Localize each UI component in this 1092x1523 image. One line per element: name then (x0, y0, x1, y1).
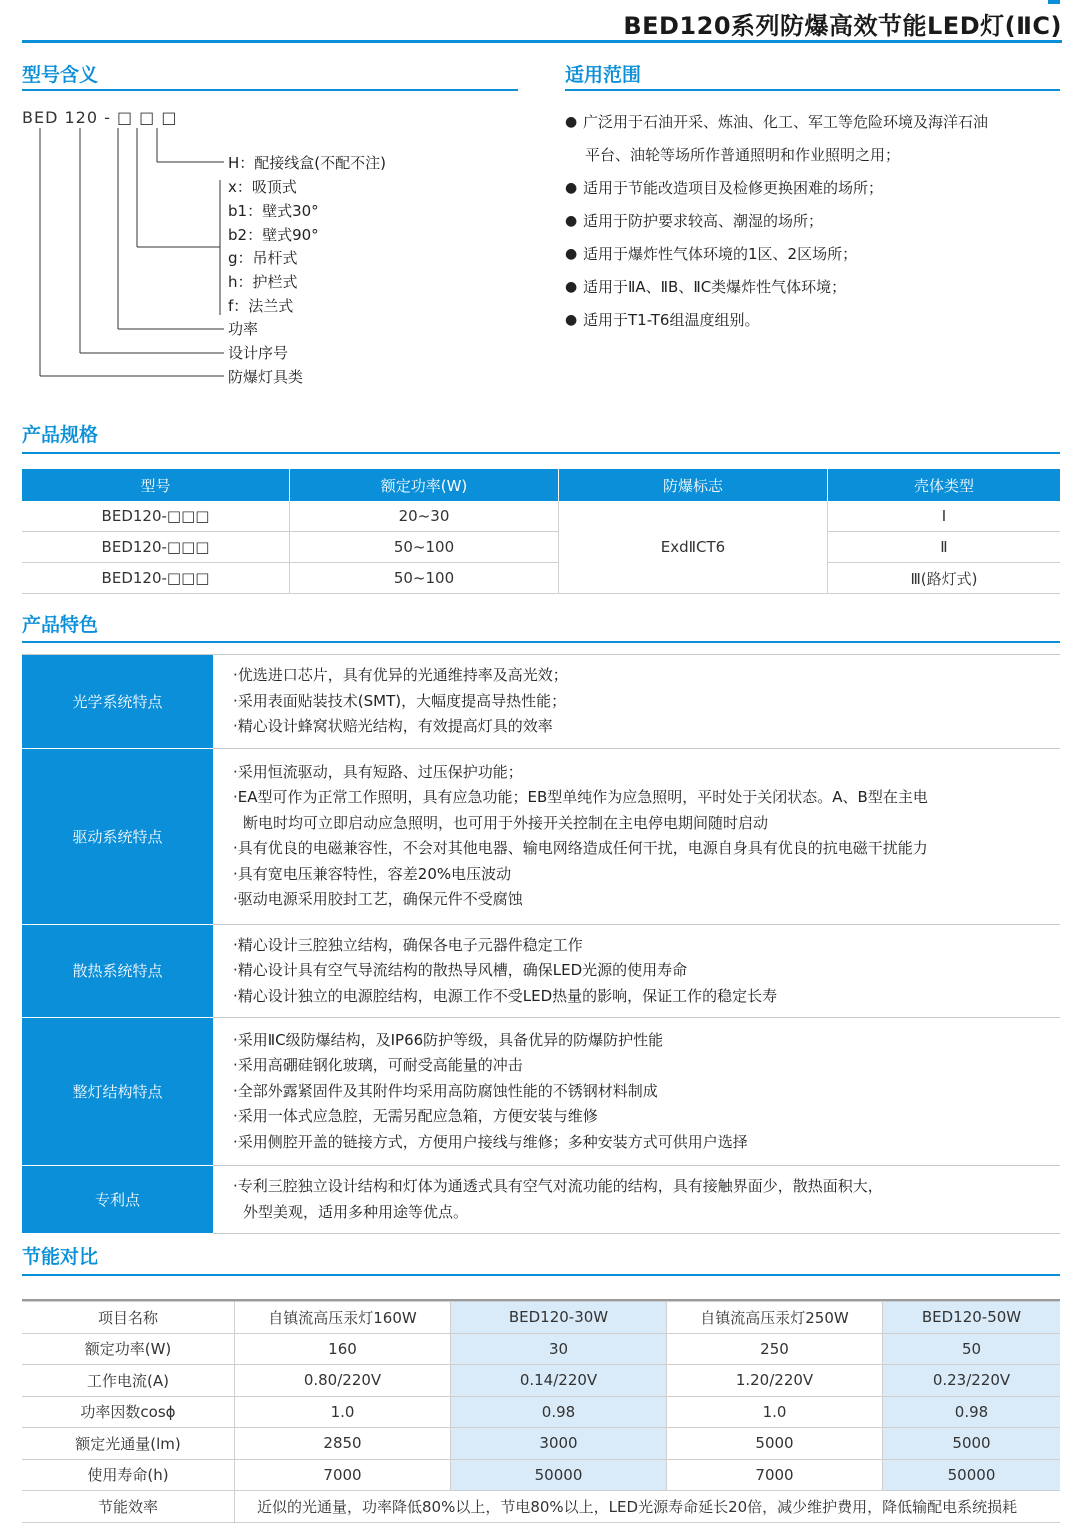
legend-item: f：法兰式 (228, 297, 294, 315)
table-header-row (22, 1302, 1060, 1334)
specs-divider (22, 452, 1060, 454)
table-header-row (22, 469, 1060, 501)
application-title: 适用范围 (565, 64, 642, 86)
table-cell: 3000 (451, 1428, 667, 1460)
feature-group (22, 924, 1060, 1018)
comparison-table (22, 1301, 1060, 1523)
feature-group (22, 1018, 1060, 1166)
cell-ex-mark: ExdⅡCT6 (559, 501, 828, 594)
feature-group (22, 1166, 1060, 1234)
list-item: ● 适用于防护要求较高、潮湿的场所； (565, 205, 1065, 238)
feature-line: ·驱动电源采用胶封工艺，确保元件不受腐蚀 (233, 890, 523, 908)
feature-line: ·采用一体式应急腔，无需另配应急箱，方便安装与维修 (233, 1107, 598, 1126)
cell-model: BED120-□□□ (22, 563, 290, 594)
table-cell: 7000 (235, 1459, 451, 1491)
table-row (22, 1365, 1060, 1397)
feature-group-body (213, 655, 1060, 749)
table-cell: 0.98 (883, 1396, 1061, 1428)
model-code: BED 120 - □ □ □ (22, 108, 178, 127)
feature-line: ·优选进口芯片，具有优异的光通维持率及高光效； (233, 666, 568, 684)
table-cell: 30 (451, 1333, 667, 1365)
feature-group-label: 驱动系统特点 (22, 748, 213, 924)
column-header: BED120-30W (451, 1302, 667, 1334)
feature-line: ·采用高硼硅钢化玻璃，可耐受高能量的冲击 (233, 1056, 523, 1075)
feature-group-label: 散热系统特点 (22, 924, 213, 1018)
list-item-continuation: 平台、油轮等场所作普通照明和作业照明之用； (585, 146, 901, 164)
column-header: 壳体类型 (828, 469, 1061, 501)
features-divider (22, 641, 1060, 643)
cell-shell: Ⅲ(路灯式) (828, 563, 1061, 594)
application-divider (565, 89, 1060, 91)
feature-line: ·全部外露紧固件及其附件均采用高防腐蚀性能的不锈钢材料制成 (233, 1081, 658, 1100)
feature-group-label: 专利点 (22, 1166, 213, 1234)
specs-title: 产品规格 (22, 424, 99, 446)
table-row (22, 532, 1060, 563)
application-list (565, 106, 1065, 337)
row-label: 额定光通量(lm) (22, 1428, 235, 1460)
table-row (22, 1491, 1060, 1523)
table-cell: 250 (667, 1333, 883, 1365)
feature-line: ·专利三腔独立设计结构和灯体为通透式具有空气对流功能的结构，具有接触界面少，散热面积大， (233, 1177, 883, 1195)
feature-line: ·采用表面贴装技术(SMT)，大幅度提高导热性能； (233, 691, 567, 710)
list-item: ● 广泛用于石油开采、炼油、化工、军工等危险环境及海洋石油 (565, 106, 1065, 139)
feature-line: ·采用恒流驱动，具有短路、过压保护功能； (233, 762, 523, 781)
table-row (22, 1428, 1060, 1460)
legend-item: b2：壁式90° (228, 226, 319, 244)
cell-power: 20~30 (290, 501, 559, 532)
legend-item: 设计序号 (228, 344, 289, 362)
feature-group-label: 光学系统特点 (22, 655, 213, 749)
feature-line: ·采用侧腔开盖的链接方式，方便用户接线与维修；多种安装方式可供用户选择 (233, 1132, 748, 1151)
legend-item: x：吸顶式 (228, 178, 297, 196)
cell-model: BED120-□□□ (22, 501, 290, 532)
row-label: 功率因数cosϕ (22, 1396, 235, 1428)
feature-line: ·EA型可作为正常工作照明，具有应急功能；EB型单纯作为应急照明，平时处于关闭状态。A、B型在主电 (233, 788, 928, 806)
row-label: 工作电流(A) (22, 1365, 235, 1397)
list-item: ● 适用于节能改造项目及检修更换困难的场所； (565, 172, 1065, 205)
column-header: 型号 (22, 469, 290, 501)
comparison-title: 节能对比 (22, 1246, 99, 1268)
table-cell: 160 (235, 1333, 451, 1365)
legend-item: b1：壁式30° (228, 202, 319, 220)
feature-line: ·具有宽电压兼容特性，容差20%电压波动 (233, 864, 512, 883)
row-label: 节能效率 (22, 1491, 235, 1523)
list-item: ● 适用于ⅡA、ⅡB、ⅡC类爆炸性气体环境； (565, 271, 1065, 304)
feature-line: ·精心设计蜂窝状赔光结构，有效提高灯具的效率 (233, 717, 553, 735)
legend-item: 功率 (228, 320, 259, 338)
feature-group-body (213, 1166, 1060, 1234)
cell-power: 50~100 (290, 532, 559, 563)
model-meaning-title: 型号含义 (22, 64, 99, 86)
row-label: 使用寿命(h) (22, 1459, 235, 1491)
table-row (22, 501, 1060, 532)
row-label: 额定功率(W) (22, 1333, 235, 1365)
column-header: 自镇流高压汞灯250W (667, 1302, 883, 1334)
table-cell: 5000 (667, 1428, 883, 1460)
feature-line: ·精心设计三腔独立结构，确保各电子元器件稳定工作 (233, 935, 583, 954)
table-cell: 0.98 (451, 1396, 667, 1428)
column-header: 自镇流高压汞灯160W (235, 1302, 451, 1334)
table-cell: 5000 (883, 1428, 1061, 1460)
table-cell: 50000 (451, 1459, 667, 1491)
table-cell: 7000 (667, 1459, 883, 1491)
feature-group-label: 整灯结构特点 (22, 1018, 213, 1166)
table-cell: 1.0 (235, 1396, 451, 1428)
feature-group-body (213, 1018, 1060, 1166)
table-cell: 0.80/220V (235, 1365, 451, 1397)
table-row (22, 1396, 1060, 1428)
page-title: BED120系列防爆高效节能LED灯(ⅡC) (623, 12, 1062, 40)
feature-group-body (213, 924, 1060, 1018)
cell-model: BED120-□□□ (22, 532, 290, 563)
feature-line: ·精心设计独立的电源腔结构，电源工作不受LED热量的影响，保证工作的稳定长寿 (233, 986, 778, 1005)
table-cell: 2850 (235, 1428, 451, 1460)
feature-line: 断电时均可立即启动应急照明，也可用于外接开关控制在主电停电期间随时启动 (243, 813, 769, 832)
model-tree-diagram (0, 0, 240, 400)
features-title: 产品特色 (22, 614, 99, 636)
column-header: 额定功率(W) (290, 469, 559, 501)
table-cell: 0.14/220V (451, 1365, 667, 1397)
table-cell: 50 (883, 1333, 1061, 1365)
specs-table (22, 469, 1060, 594)
cell-power: 50~100 (290, 563, 559, 594)
table-row (22, 563, 1060, 594)
list-item: ● 适用于T1-T6组温度组别。 (565, 304, 1065, 337)
column-header: BED120-50W (883, 1302, 1061, 1334)
feature-line: 外型美观，适用多种用途等优点。 (243, 1202, 469, 1221)
legend-item: g：吊杆式 (228, 249, 298, 267)
efficiency-text: 近似的光通量，功率降低80%以上，节电80%以上，LED光源寿命延长20倍，减少维护费用，降低输配电系统损耗 (235, 1491, 1061, 1523)
cell-shell: Ⅰ (828, 501, 1061, 532)
feature-group-body (213, 748, 1060, 924)
table-cell: 1.20/220V (667, 1365, 883, 1397)
comparison-divider (22, 1274, 1060, 1276)
table-cell: 50000 (883, 1459, 1061, 1491)
column-header: 项目名称 (22, 1302, 235, 1334)
legend-item: h：护栏式 (228, 273, 298, 291)
cell-shell: Ⅱ (828, 532, 1061, 563)
feature-line: ·精心设计具有空气导流结构的散热导风槽，确保LED光源的使用寿命 (233, 961, 688, 979)
legend-item: H：配接线盒(不配不注) (228, 154, 386, 172)
header-accent-bar (1048, 0, 1060, 4)
legend-item: 防爆灯具类 (228, 368, 304, 386)
features-table (22, 654, 1060, 1234)
feature-line: ·具有优良的电磁兼容性，不会对其他电器、输电网络造成任何干扰，电源自身具有优良的抗电磁干扰能力 (233, 839, 928, 857)
table-row (22, 1459, 1060, 1491)
feature-line: ·采用ⅡC级防爆结构，及IP66防护等级，具备优异的防爆防护性能 (233, 1030, 664, 1049)
table-cell: 0.23/220V (883, 1365, 1061, 1397)
list-item: ● 适用于爆炸性气体环境的1区、2区场所； (565, 238, 1065, 271)
column-header: 防爆标志 (559, 469, 828, 501)
feature-group (22, 655, 1060, 749)
table-cell: 1.0 (667, 1396, 883, 1428)
feature-group (22, 748, 1060, 924)
table-row (22, 1333, 1060, 1365)
